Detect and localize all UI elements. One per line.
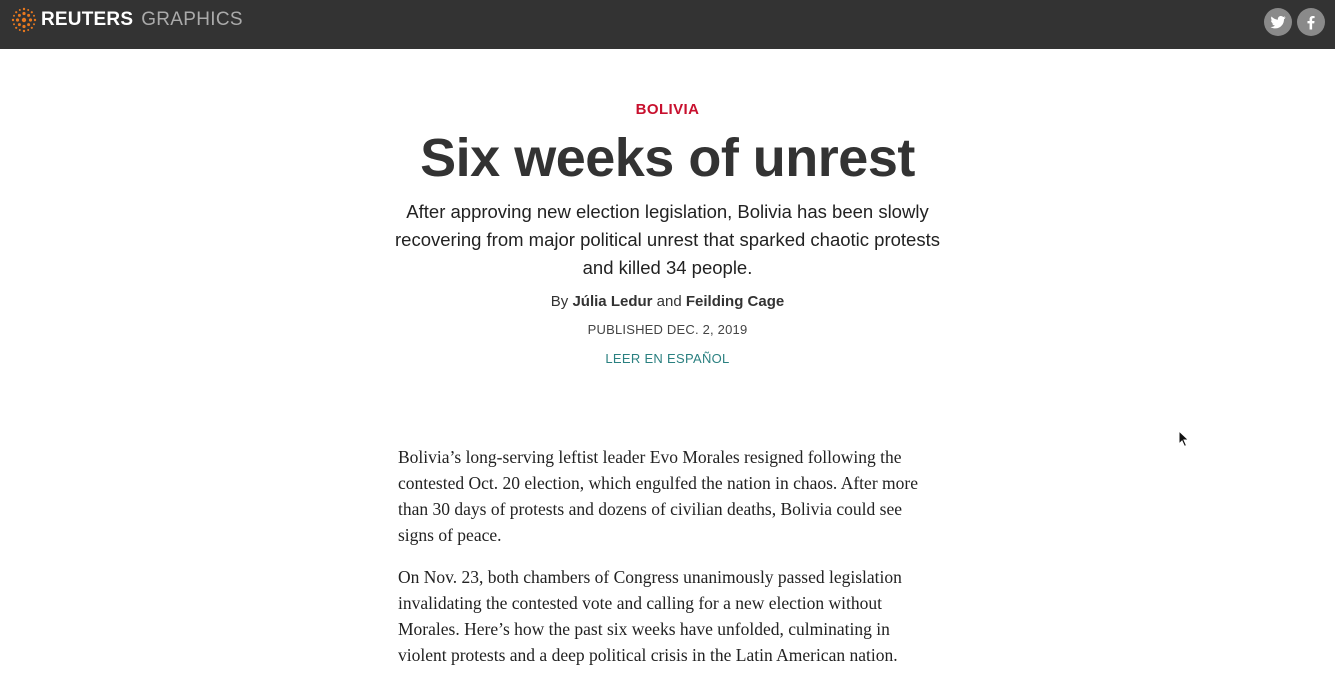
body-paragraph: On Nov. 23, both chambers of Congress unanimously passed legislation invalidating the contested vote and calling for a new election without Morales. Here’s how the past six weeks have unfolded, culminating in violent protests and a deep political crisis in the Latin American nation. — [398, 567, 902, 665]
brand-name: REUTERS — [41, 9, 134, 30]
mouse-pointer-icon — [1178, 430, 1190, 448]
article-headline: Six weeks of unrest — [420, 128, 915, 188]
twitter-share-button[interactable] — [1264, 8, 1292, 36]
section-kicker[interactable]: BOLIVIA — [635, 101, 700, 118]
facebook-share-button[interactable] — [1297, 8, 1325, 36]
spanish-version-link[interactable]: LEER EN ESPAÑOL — [605, 351, 730, 366]
byline-prefix: By — [550, 293, 569, 310]
body-paragraph: Bolivia’s long-serving leftist leader Evo Morales resigned following the contested Oct. 20 election, which engulfed the nation in chaos. After more than 30 days of protests and dozens of civilian deaths, Bolivia could see signs of peace. — [398, 447, 918, 545]
facebook-icon — [1302, 13, 1320, 31]
author-name[interactable]: Júlia Ledur — [572, 293, 653, 310]
byline-conjunction: and — [656, 293, 682, 310]
author-name[interactable]: Feilding Cage — [685, 293, 785, 310]
twitter-icon — [1269, 13, 1287, 31]
reuters-logo-icon — [11, 7, 37, 33]
top-navigation-bar — [0, 0, 1335, 49]
article-dek: After approving new election legislation, Bolivia has been slowly recovering from major political unrest that sparked chaotic protests and killed 34 people. — [395, 201, 940, 278]
brand-logo-link[interactable] — [11, 8, 243, 32]
language-switch — [0, 350, 1335, 368]
brand-section: GRAPHICS — [141, 9, 243, 30]
published-date: PUBLISHED DEC. 2, 2019 — [587, 322, 748, 337]
byline — [0, 293, 1335, 310]
article-body — [398, 444, 928, 684]
